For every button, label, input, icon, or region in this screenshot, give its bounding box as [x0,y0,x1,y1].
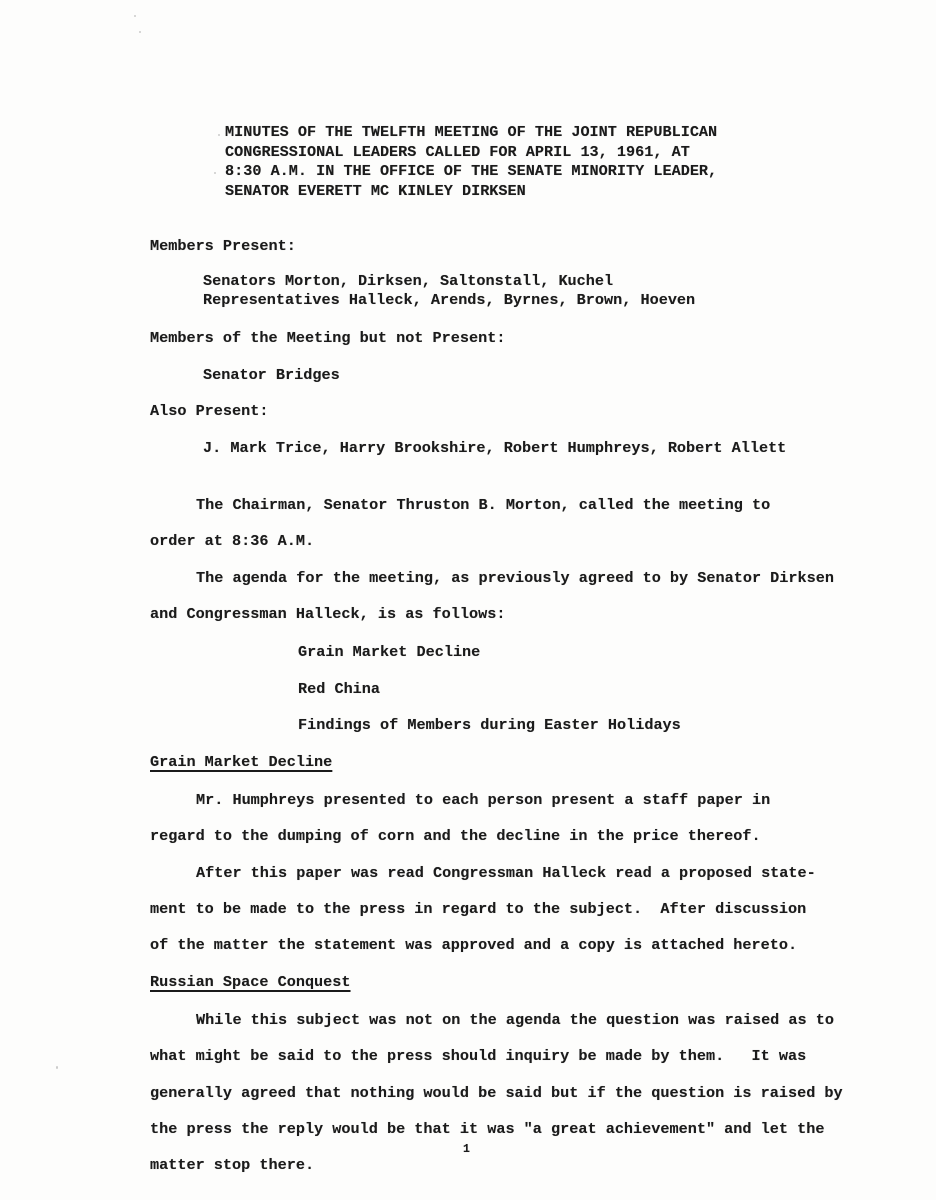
body-line: generally agreed that nothing would be said but if the question is raised by [150,1084,843,1102]
title-line: SENATOR EVERETT MC KINLEY DIRKSEN [225,182,526,200]
body-line: matter stop there. [150,1156,315,1174]
not-present-line: Senator Bridges [203,366,340,384]
title-line: CONGRESSIONAL LEADERS CALLED FOR APRIL 13, 1961, AT [225,143,690,161]
section-heading-grain-market-decline: Grain Market Decline [150,753,333,771]
body-line: ment to be made to the press in regard to the subject. After discussion [150,900,807,918]
scan-speck [56,1066,58,1069]
page-number: 1 [463,1143,470,1156]
not-present-label: Members of the Meeting but not Present: [150,329,506,347]
body-line: The agenda for the meeting, as previously agreed to by Senator Dirksen [196,569,834,587]
section-heading-russian-space-conquest: Russian Space Conquest [150,973,351,991]
body-line: the press the reply would be that it was "a great achievement" and let the [150,1120,825,1138]
body-line: and Congressman Halleck, is as follows: [150,605,506,623]
agenda-item: Red China [298,680,381,698]
scan-speck [214,172,216,174]
scan-speck [139,31,141,33]
body-line: order at 8:36 A.M. [150,532,315,550]
title-line: 8:30 A.M. IN THE OFFICE OF THE SENATE MINORITY LEADER, [225,162,718,180]
body-line: Mr. Humphreys presented to each person present a staff paper in [196,791,771,809]
members-present-label: Members Present: [150,237,296,255]
body-line: what might be said to the press should inquiry be made by them. It was [150,1047,807,1065]
agenda-item: Grain Market Decline [298,643,481,661]
members-present-line: Representatives Halleck, Arends, Byrnes, Brown, Hoeven [203,291,696,309]
scan-speck [218,134,220,136]
body-line: The Chairman, Senator Thruston B. Morton, called the meeting to [196,496,771,514]
agenda-item: Findings of Members during Easter Holidays [298,716,681,734]
also-present-label: Also Present: [150,402,269,420]
members-present-line: Senators Morton, Dirksen, Saltonstall, Kuchel [203,272,614,290]
scan-speck [134,15,136,17]
body-line: After this paper was read Congressman Halleck read a proposed state- [196,864,816,882]
body-line: While this subject was not on the agenda the question was raised as to [196,1011,834,1029]
body-line: of the matter the statement was approved and a copy is attached hereto. [150,936,798,954]
also-present-line: J. Mark Trice, Harry Brookshire, Robert Humphreys, Robert Allett [203,439,787,457]
title-line: MINUTES OF THE TWELFTH MEETING OF THE JOINT REPUBLICAN [225,123,718,141]
body-line: regard to the dumping of corn and the decline in the price thereof. [150,827,761,845]
